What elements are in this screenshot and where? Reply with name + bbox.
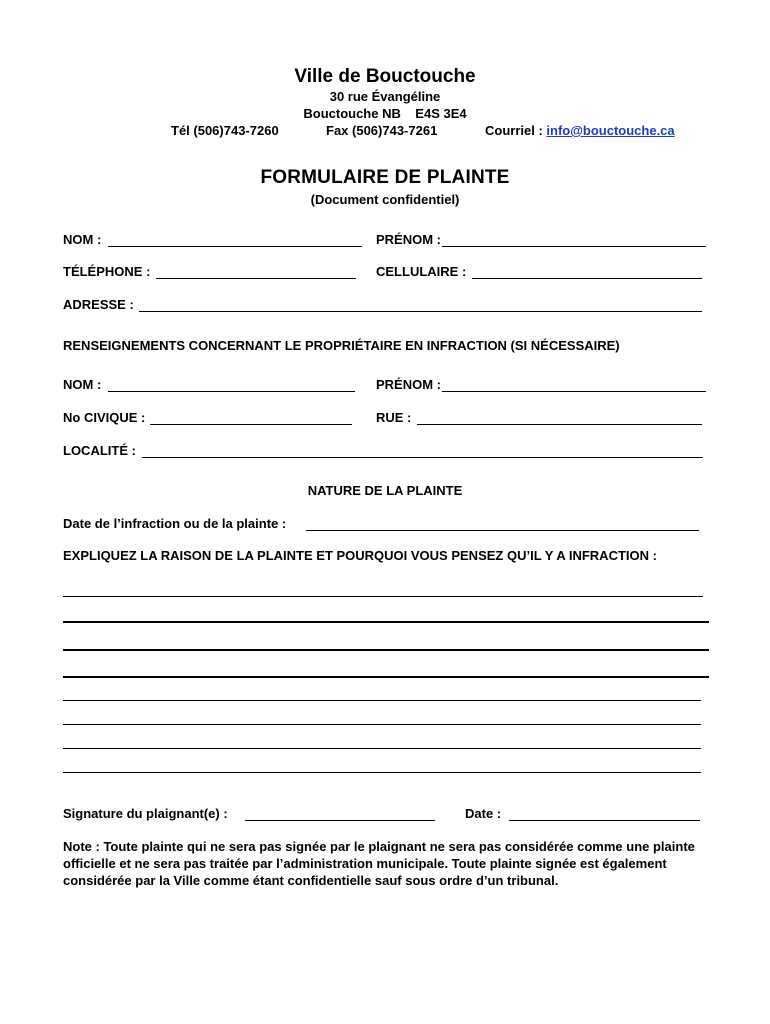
owner-heading: RENSEIGNEMENTS CONCERNANT LE PROPRIÉTAIRE EN INFRACTION (SI NÉCESSAIRE) [63, 338, 620, 353]
prenom-label: PRÉNOM : [376, 232, 441, 247]
adresse-field[interactable] [139, 311, 702, 312]
owner-prenom-label: PRÉNOM : [376, 377, 441, 392]
phone-number: Tél (506)743-7260 [171, 123, 279, 138]
explain-line-7[interactable] [63, 748, 701, 749]
explain-line-3[interactable] [63, 649, 709, 651]
explain-line-5[interactable] [63, 700, 701, 701]
postal-address: Bouctouche NB E4S 3E4 [303, 106, 467, 121]
owner-nom-field[interactable] [108, 391, 355, 392]
email-link[interactable]: info@bouctouche.ca [546, 123, 675, 138]
email-line [485, 123, 675, 138]
localite-label: LOCALITÉ : [63, 443, 136, 458]
prenom-field[interactable] [442, 246, 706, 247]
localite-field[interactable] [142, 457, 703, 458]
street-address: 30 rue Évangéline [329, 89, 441, 104]
city-name: Ville de Bouctouche [294, 66, 476, 87]
complaint-heading: NATURE DE LA PLAINTE [307, 483, 463, 498]
signature-label: Signature du plaignant(e) : [63, 806, 228, 821]
form-subtitle: (Document confidentiel) [310, 192, 460, 207]
fax-number: Fax (506)743-7261 [326, 123, 438, 138]
telephone-label: TÉLÉPHONE : [63, 264, 151, 279]
email-label: Courriel : [485, 123, 547, 138]
civique-label: No CIVIQUE : [63, 410, 146, 425]
explain-line-8[interactable] [63, 772, 701, 773]
explain-line-6[interactable] [63, 724, 701, 725]
nom-field[interactable] [108, 246, 362, 247]
infraction-date-label: Date de l’infraction ou de la plainte : [63, 516, 287, 531]
cellulaire-label: CELLULAIRE : [376, 264, 467, 279]
civique-field[interactable] [150, 424, 352, 425]
explain-line-2[interactable] [63, 621, 709, 623]
explain-line-1[interactable] [63, 596, 703, 597]
signature-date-field[interactable] [509, 820, 700, 821]
signature-field[interactable] [245, 820, 435, 821]
adresse-label: ADRESSE : [63, 297, 134, 312]
cellulaire-field[interactable] [472, 278, 702, 279]
explain-label: EXPLIQUEZ LA RAISON DE LA PLAINTE ET POURQUOI VOUS PENSEZ QU’IL Y A INFRACTION : [63, 548, 657, 563]
confidentiality-note: Note : Toute plainte qui ne sera pas signée par le plaignant ne sera pas considérée comme une plainte officielle et ne sera pas traitée par l’administration municipale. Toute plainte signée est également considérée par la Ville comme étant confidentielle sauf sous ordre d’un tribunal. [63, 839, 695, 888]
owner-prenom-field[interactable] [442, 391, 706, 392]
owner-nom-label: NOM : [63, 377, 102, 392]
explain-line-4[interactable] [63, 676, 709, 678]
rue-field[interactable] [417, 424, 702, 425]
signature-date-label: Date : [465, 806, 502, 821]
nom-label: NOM : [63, 232, 102, 247]
telephone-field[interactable] [156, 278, 356, 279]
rue-label: RUE : [376, 410, 412, 425]
form-title: FORMULAIRE DE PLAINTE [260, 167, 510, 188]
infraction-date-field[interactable] [306, 530, 699, 531]
